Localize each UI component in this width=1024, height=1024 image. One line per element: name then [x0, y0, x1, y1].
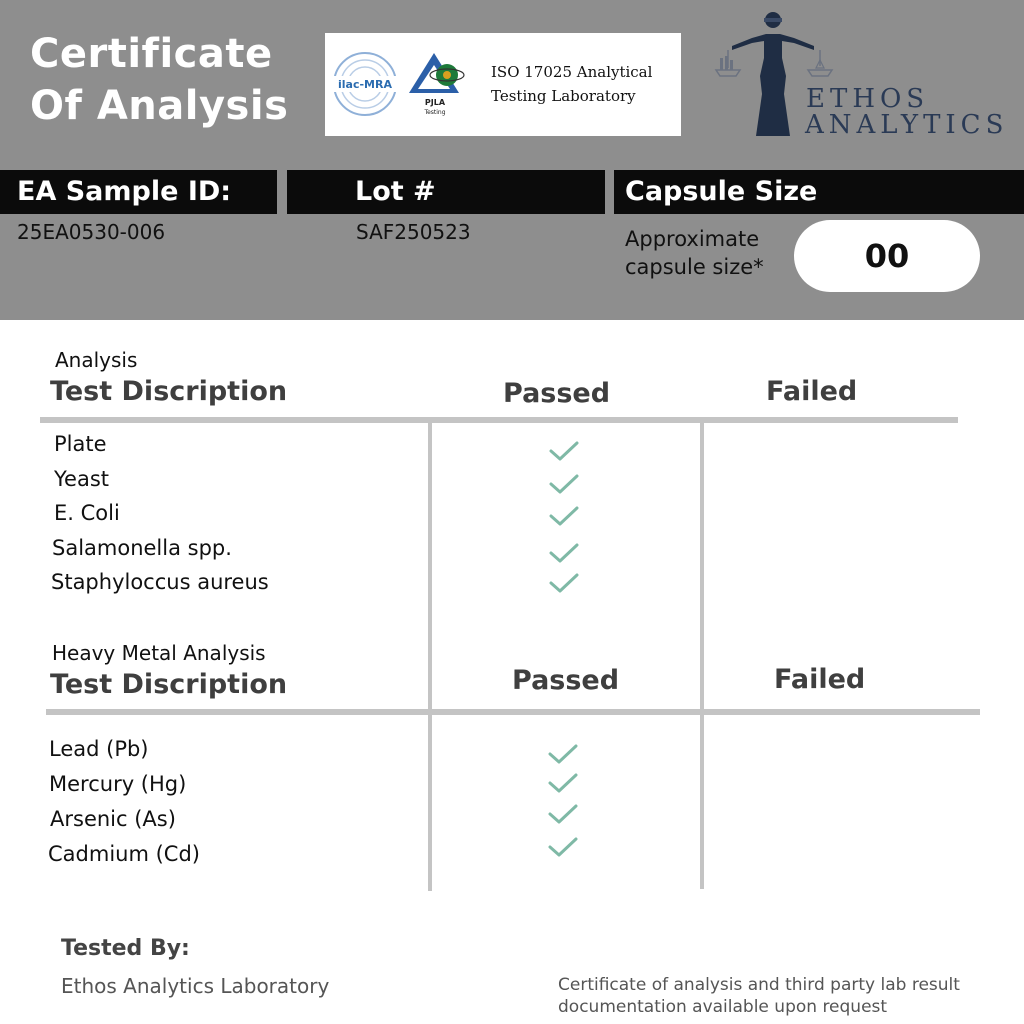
check-icon — [547, 836, 579, 858]
capsule-desc-line-2: capsule size* — [625, 255, 764, 279]
header-banner — [0, 0, 1024, 320]
sample-id-value: 25EA0530-006 — [17, 220, 166, 244]
metals-failed-header: Failed — [774, 664, 866, 695]
microbial-row-label: E. Coli — [54, 501, 120, 525]
metals-section-label: Heavy Metal Analysis — [52, 641, 266, 665]
brand-line-1: ETHOS — [806, 84, 930, 114]
microbial-passed-header: Passed — [503, 378, 611, 409]
check-icon — [548, 542, 580, 564]
check-icon — [547, 772, 579, 794]
microbial-row-label: Yeast — [54, 466, 110, 491]
pjla-subtext: Testing — [424, 109, 446, 116]
metals-header-divider — [46, 709, 980, 715]
microbial-failed-header: Failed — [766, 376, 858, 407]
brand-line-2: ANALYTICS — [805, 110, 1009, 140]
metals-row-label: Arsenic (As) — [50, 807, 176, 831]
availability-note-line-1: Certificate of analysis and third party lab result — [558, 975, 960, 995]
page-title — [30, 28, 288, 132]
metals-col-divider-1 — [428, 715, 432, 891]
brand-wordmark — [776, 86, 1008, 138]
check-icon — [547, 803, 579, 825]
metals-header-col-divider-2 — [700, 608, 704, 712]
accreditation-box — [325, 33, 681, 136]
ilac-mra-logo-icon — [332, 51, 398, 117]
title-line-1: Certificate — [30, 31, 273, 77]
availability-note — [558, 974, 960, 1018]
microbial-row-label: Staphyloccus aureus — [51, 570, 269, 594]
microbial-col-divider-1 — [428, 423, 432, 608]
microbial-row-label: Salamonella spp. — [52, 535, 232, 560]
metals-row-label: Lead (Pb) — [49, 737, 149, 761]
metals-header-col-divider-1 — [428, 608, 432, 712]
check-icon — [548, 473, 580, 495]
microbial-col-divider-2 — [700, 423, 704, 608]
tested-by-value: Ethos Analytics Laboratory — [61, 974, 330, 998]
accreditation-text — [491, 60, 652, 108]
microbial-test-header: Test Discription — [50, 376, 288, 407]
microbial-section-label: Analysis — [55, 348, 138, 372]
capsule-size-label: Capsule Size — [614, 170, 1024, 214]
check-icon — [547, 743, 579, 765]
accreditation-line-2: Testing Laboratory — [491, 87, 636, 105]
availability-note-line-2: documentation available upon request — [558, 997, 888, 1017]
sample-id-label: EA Sample ID: — [0, 170, 277, 214]
pjla-text: PJLA — [424, 98, 446, 107]
metals-col-divider-2 — [700, 715, 704, 889]
ilac-text: ilac-MRA — [338, 78, 392, 91]
microbial-header-divider — [40, 417, 958, 423]
pjla-logo-icon — [407, 49, 473, 121]
metals-test-header: Test Discription — [50, 669, 288, 700]
microbial-row-label: Plate — [54, 432, 107, 456]
capsule-size-description — [625, 225, 764, 281]
check-icon — [548, 572, 580, 594]
lot-label: Lot # — [287, 170, 605, 214]
capsule-size-value: 00 — [794, 220, 980, 292]
check-icon — [548, 440, 580, 462]
capsule-desc-line-1: Approximate — [625, 227, 760, 251]
title-line-2: Of Analysis — [30, 83, 289, 129]
tested-by-label: Tested By: — [61, 936, 190, 961]
accreditation-line-1: ISO 17025 Analytical — [491, 63, 653, 81]
lot-value: SAF250523 — [356, 220, 471, 244]
metals-row-label: Cadmium (Cd) — [48, 842, 200, 866]
metals-passed-header: Passed — [512, 665, 620, 696]
metals-row-label: Mercury (Hg) — [49, 772, 187, 796]
check-icon — [548, 505, 580, 527]
